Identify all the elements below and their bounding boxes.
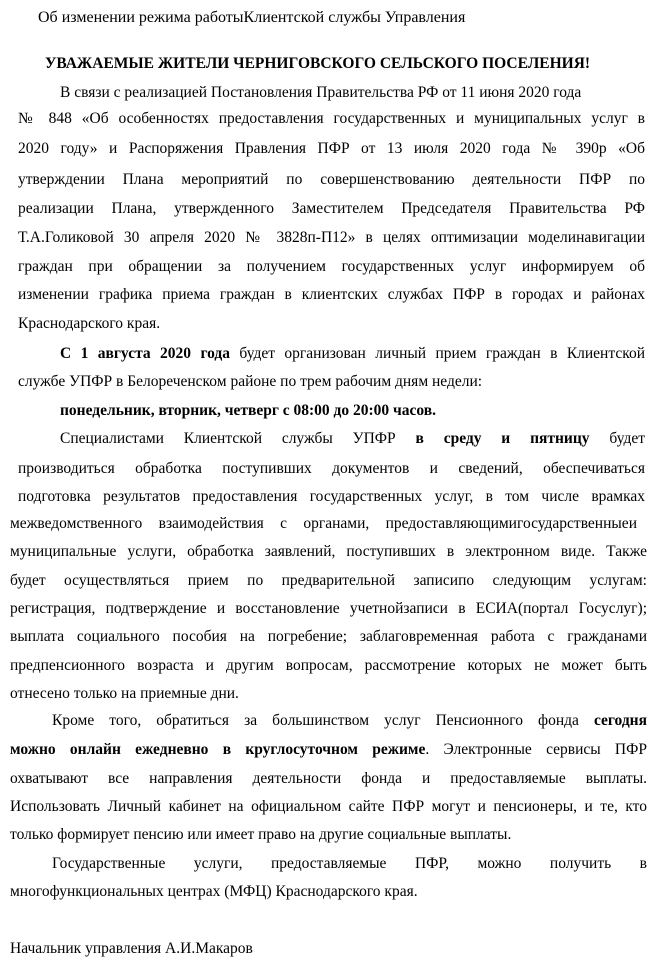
p4-line-3: охватывают все направления деятельности фонда и предоставляемые выплаты. (10, 770, 647, 787)
p1-line-7: граждан при обращении за получением государственных услуг информируем об (18, 258, 645, 275)
p2-bold-date: С 1 августа 2020 года (60, 345, 230, 362)
document-title: Об изменении режима работыКлиентской службы Управления (38, 9, 466, 26)
p3-line-6: будет осуществляться прием по предварительной записипо следующим услугам: (10, 572, 647, 589)
p3-bold-days: в среду и пятницу (415, 430, 590, 447)
p1-line-1: В связи с реализацией Постановления Правительства РФ от 11 июня 2020 года (60, 84, 582, 101)
p1-line-2: № 848 «Об особенностях предоставления государственных и муниципальных услуг в (18, 110, 645, 127)
p4-bold-today: сегодня (593, 712, 647, 729)
p4-line-5: только формирует пенсию или имеет право на другие социальные выплаты. (10, 826, 512, 843)
p3-line-7: регистрация, подтверждение и восстановление учетнойзаписи в ЕСИА(портал Госуслуг); (10, 600, 647, 617)
schedule-line: понедельник, вторник, четверг с 08:00 до 20:00 часов. (60, 402, 437, 419)
p4-bold-online: можно онлайн ежедневно в круглосуточном режиме (10, 741, 426, 758)
p5-line-2: многофункциональных центрах (МФЦ) Краснодарского края. (10, 883, 418, 900)
p3-line-1 (60, 430, 645, 448)
p4-line-2 (10, 741, 647, 759)
p3-start: Специалистами Клиентской службы УПФР (60, 430, 416, 447)
p3-line-9: предпенсионного возраста и другим вопросам, рассмотрение которых не может быть (10, 657, 647, 674)
p1-line-8: изменении графика приема граждан в клиентских службах ПФР в городах и районах (18, 286, 645, 303)
p1-line-9: Краснодарского края. (18, 315, 161, 332)
p3-end: будет (589, 430, 646, 447)
p1-line-6: Т.А.Голиковой 30 апреля 2020 № 3828п-П12» в целях оптимизации моделинавигации (18, 229, 645, 246)
p3-line-4: межведомственного взаимодействия с органами, предоставляющимигосударственныеи (10, 515, 637, 532)
p2-line-2: службе УПФР в Белореченском районе по трем рабочим дням недели: (18, 373, 483, 390)
p3-line-2: производиться обработка поступивших документов и сведений, обеспечиваться (18, 460, 645, 477)
p4-start: Кроме того, обратиться за большинством услуг Пенсионного фонда (52, 712, 594, 729)
p1-line-5: реализации Плана, утвержденного Заместителем Председателя Правительства РФ (18, 200, 645, 217)
p4-line-1 (52, 712, 647, 730)
p3-line-10: отнесено только на приемные дни. (10, 685, 239, 702)
p5-line-1: Государственные услуги, предоставляемые ПФР, можно получить в (52, 855, 647, 872)
signature: Начальник управления А.И.Макаров (10, 940, 253, 957)
p4-line-4: Использовать Личный кабинет на официальном сайте ПФР могут и пенсионеры, и те, кто (10, 798, 647, 815)
p1-line-4: утверждении Плана мероприятий по совершенствованию деятельности ПФР по (18, 171, 645, 188)
p3-line-8: выплата социального пособия на погребение; заблаговременная работа с гражданами (10, 628, 647, 645)
p1-line-3: 2020 году» и Распоряжения Правления ПФР от 13 июля 2020 года № 390р «Об (18, 140, 645, 157)
p3-line-5: муниципальные услуги, обработка заявлений, поступивших в электронном виде. Также (10, 543, 647, 560)
p4-rest: . Электронные сервисы ПФР (425, 741, 647, 758)
page-heading: УВАЖАЕМЫЕ ЖИТЕЛИ ЧЕРНИГОВСКОГО СЕЛЬСКОГО ПОСЕЛЕНИЯ! (45, 55, 591, 72)
p2-text: будет организован личный прием граждан в Клиентской (230, 345, 645, 362)
p2-line-1 (60, 345, 645, 363)
p3-line-3: подготовка результатов предоставления государственных услуг, в том числе врамках (18, 488, 645, 505)
